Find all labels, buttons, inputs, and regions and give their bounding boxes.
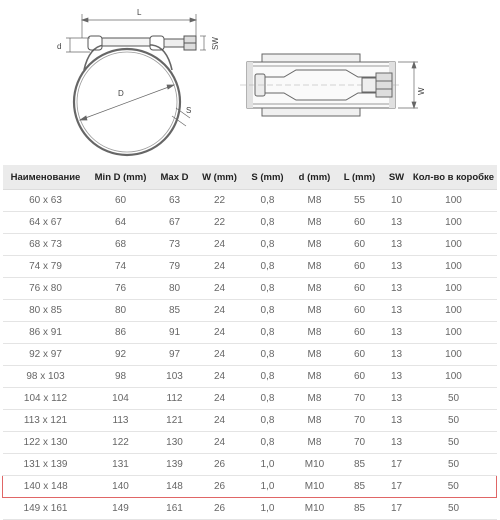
table-cell-max-d: 73 — [153, 234, 197, 256]
table-cell-thickness: 0,8 — [243, 278, 293, 300]
table-cell-min-d: 113 — [89, 410, 153, 432]
table-cell-thickness: 0,8 — [243, 366, 293, 388]
table-cell-min-d: 92 — [89, 344, 153, 366]
table-cell-bolt: M8 — [293, 388, 337, 410]
table-row — [3, 432, 497, 454]
column-header-width: W (mm) — [197, 165, 243, 190]
table-cell-min-d: 86 — [89, 322, 153, 344]
table-cell-max-d: 85 — [153, 300, 197, 322]
table-cell-min-d: 68 — [89, 234, 153, 256]
table-cell-thickness: 0,8 — [243, 322, 293, 344]
table-cell-bolt: M8 — [293, 322, 337, 344]
table-cell-width: 24 — [197, 256, 243, 278]
clamp-top-view — [240, 54, 400, 116]
table-cell-wrench: 13 — [383, 344, 411, 366]
table-cell-width: 24 — [197, 234, 243, 256]
table-cell-length: 55 — [337, 190, 383, 212]
table-cell-min-d: 98 — [89, 366, 153, 388]
table-cell-bolt: M8 — [293, 366, 337, 388]
width-dimension — [398, 62, 418, 108]
table-cell-length: 85 — [337, 476, 383, 498]
table-row — [3, 278, 497, 300]
table-cell-wrench: 13 — [383, 432, 411, 454]
table-cell-width: 24 — [197, 322, 243, 344]
table-cell-name: 64 x 67 — [3, 212, 89, 234]
table-cell-max-d: 103 — [153, 366, 197, 388]
table-cell-box-qty: 100 — [411, 366, 497, 388]
table-row — [3, 190, 497, 212]
table-row — [3, 388, 497, 410]
table-cell-bolt: M10 — [293, 476, 337, 498]
table-cell-max-d: 121 — [153, 410, 197, 432]
table-cell-length: 85 — [337, 454, 383, 476]
table-row — [3, 410, 497, 432]
table-cell-bolt: M8 — [293, 278, 337, 300]
table-cell-box-qty: 50 — [411, 476, 497, 498]
diameter-label: D — [118, 89, 124, 98]
column-header-max-d: Max D — [153, 165, 197, 190]
table-cell-length: 85 — [337, 498, 383, 520]
table-cell-length: 70 — [337, 388, 383, 410]
table-cell-width: 26 — [197, 454, 243, 476]
table-row — [3, 344, 497, 366]
table-cell-min-d: 104 — [89, 388, 153, 410]
table-cell-length: 60 — [337, 256, 383, 278]
table-cell-width: 24 — [197, 366, 243, 388]
table-cell-min-d: 74 — [89, 256, 153, 278]
table-cell-wrench: 13 — [383, 322, 411, 344]
table-cell-length: 60 — [337, 212, 383, 234]
table-cell-box-qty: 50 — [411, 498, 497, 520]
table-cell-length: 60 — [337, 366, 383, 388]
table-cell-width: 26 — [197, 498, 243, 520]
table-cell-wrench: 13 — [383, 256, 411, 278]
column-header-bolt: d (mm) — [293, 165, 337, 190]
table-cell-box-qty: 100 — [411, 344, 497, 366]
table-cell-width: 24 — [197, 344, 243, 366]
table-cell-min-d: 149 — [89, 498, 153, 520]
wrench-dimension — [200, 36, 206, 50]
table-cell-wrench: 17 — [383, 476, 411, 498]
table-cell-length: 60 — [337, 344, 383, 366]
table-row — [3, 454, 497, 476]
width-label: W — [417, 87, 426, 95]
table-cell-max-d: 97 — [153, 344, 197, 366]
table-body — [3, 190, 497, 520]
table-cell-thickness: 0,8 — [243, 256, 293, 278]
table-cell-bolt: M8 — [293, 212, 337, 234]
table-cell-box-qty: 50 — [411, 388, 497, 410]
table-cell-length: 60 — [337, 278, 383, 300]
clamp-side-view — [74, 36, 196, 155]
table-cell-wrench: 13 — [383, 410, 411, 432]
table-cell-width: 24 — [197, 410, 243, 432]
table-cell-min-d: 76 — [89, 278, 153, 300]
table-cell-max-d: 91 — [153, 322, 197, 344]
table-cell-name: 122 x 130 — [3, 432, 89, 454]
table-cell-box-qty: 100 — [411, 212, 497, 234]
diameter-dimension — [80, 85, 174, 120]
table-row — [3, 322, 497, 344]
table-cell-wrench: 13 — [383, 300, 411, 322]
table-cell-wrench: 13 — [383, 366, 411, 388]
table-cell-max-d: 79 — [153, 256, 197, 278]
table-cell-width: 24 — [197, 278, 243, 300]
table-cell-box-qty: 50 — [411, 432, 497, 454]
table-cell-width: 24 — [197, 300, 243, 322]
column-header-length: L (mm) — [337, 165, 383, 190]
table-cell-name: 60 x 63 — [3, 190, 89, 212]
table-cell-min-d: 122 — [89, 432, 153, 454]
table-cell-max-d: 63 — [153, 190, 197, 212]
table-cell-min-d: 131 — [89, 454, 153, 476]
table-cell-max-d: 139 — [153, 454, 197, 476]
table-cell-name: 104 x 112 — [3, 388, 89, 410]
table-row — [3, 256, 497, 278]
table-cell-max-d: 67 — [153, 212, 197, 234]
table-cell-name: 98 x 103 — [3, 366, 89, 388]
table-cell-box-qty: 100 — [411, 256, 497, 278]
table-cell-length: 70 — [337, 432, 383, 454]
table-cell-length: 60 — [337, 300, 383, 322]
thickness-label: S — [186, 106, 192, 115]
table-cell-bolt: M8 — [293, 234, 337, 256]
table-cell-thickness: 1,0 — [243, 498, 293, 520]
table-cell-max-d: 112 — [153, 388, 197, 410]
table-cell-box-qty: 100 — [411, 278, 497, 300]
table-cell-box-qty: 50 — [411, 410, 497, 432]
table-row — [3, 234, 497, 256]
table-cell-name: 149 x 161 — [3, 498, 89, 520]
table-cell-name: 92 x 97 — [3, 344, 89, 366]
table-cell-box-qty: 100 — [411, 300, 497, 322]
table-cell-width: 24 — [197, 388, 243, 410]
table-cell-length: 60 — [337, 234, 383, 256]
length-dimension — [82, 14, 196, 38]
table-cell-name: 86 x 91 — [3, 322, 89, 344]
table-cell-thickness: 0,8 — [243, 300, 293, 322]
table-cell-wrench: 17 — [383, 454, 411, 476]
table-cell-box-qty: 100 — [411, 190, 497, 212]
bolt-dimension — [66, 38, 90, 52]
table-cell-name: 113 x 121 — [3, 410, 89, 432]
table-cell-thickness: 0,8 — [243, 432, 293, 454]
technical-drawing — [0, 0, 500, 160]
table-cell-thickness: 0,8 — [243, 212, 293, 234]
table-cell-name: 68 x 73 — [3, 234, 89, 256]
column-header-thickness: S (mm) — [243, 165, 293, 190]
specifications-table — [2, 165, 497, 520]
column-header-box-qty: Кол-во в коробке — [411, 165, 497, 190]
table-cell-width: 26 — [197, 476, 243, 498]
table-cell-length: 70 — [337, 410, 383, 432]
table-cell-bolt: M8 — [293, 190, 337, 212]
table-cell-bolt: M10 — [293, 498, 337, 520]
table-row — [3, 498, 497, 520]
table-cell-thickness: 0,8 — [243, 344, 293, 366]
table-cell-box-qty: 100 — [411, 234, 497, 256]
length-label: L — [137, 8, 142, 17]
table-cell-width: 22 — [197, 212, 243, 234]
table-cell-thickness: 1,0 — [243, 454, 293, 476]
table-cell-bolt: M8 — [293, 432, 337, 454]
table-cell-length: 60 — [337, 322, 383, 344]
table-cell-wrench: 13 — [383, 234, 411, 256]
table-cell-max-d: 130 — [153, 432, 197, 454]
column-header-min-d: Min D (mm) — [89, 165, 153, 190]
table-cell-thickness: 0,8 — [243, 388, 293, 410]
table-cell-max-d: 161 — [153, 498, 197, 520]
table-row — [3, 366, 497, 388]
table-cell-max-d: 80 — [153, 278, 197, 300]
table-cell-thickness: 0,8 — [243, 190, 293, 212]
table-cell-bolt: M8 — [293, 410, 337, 432]
table-cell-wrench: 17 — [383, 498, 411, 520]
table-cell-bolt: M8 — [293, 300, 337, 322]
table-cell-thickness: 1,0 — [243, 476, 293, 498]
column-header-wrench: SW — [383, 165, 411, 190]
table-row — [3, 212, 497, 234]
table-cell-wrench: 13 — [383, 388, 411, 410]
table-cell-name: 80 x 85 — [3, 300, 89, 322]
table-cell-wrench: 13 — [383, 278, 411, 300]
table-cell-wrench: 13 — [383, 212, 411, 234]
table-cell-bolt: M10 — [293, 454, 337, 476]
table-cell-min-d: 64 — [89, 212, 153, 234]
table-cell-bolt: M8 — [293, 256, 337, 278]
table-cell-name: 74 x 79 — [3, 256, 89, 278]
table-cell-thickness: 0,8 — [243, 234, 293, 256]
bolt-label: d — [57, 42, 62, 51]
table-cell-box-qty: 50 — [411, 454, 497, 476]
table-cell-min-d: 140 — [89, 476, 153, 498]
table-cell-name: 140 x 148 — [3, 476, 89, 498]
table-cell-name: 76 x 80 — [3, 278, 89, 300]
wrench-label: SW — [211, 37, 220, 50]
column-header-name: Наименование — [3, 165, 89, 190]
table-cell-box-qty: 100 — [411, 322, 497, 344]
table-cell-thickness: 0,8 — [243, 410, 293, 432]
table-row — [3, 300, 497, 322]
table-cell-width: 24 — [197, 432, 243, 454]
table-row — [3, 476, 497, 498]
table-cell-bolt: M8 — [293, 344, 337, 366]
table-cell-min-d: 60 — [89, 190, 153, 212]
table-header-row — [3, 165, 497, 190]
table-cell-max-d: 148 — [153, 476, 197, 498]
table-cell-min-d: 80 — [89, 300, 153, 322]
table-cell-width: 22 — [197, 190, 243, 212]
table-cell-wrench: 10 — [383, 190, 411, 212]
table-cell-name: 131 x 139 — [3, 454, 89, 476]
